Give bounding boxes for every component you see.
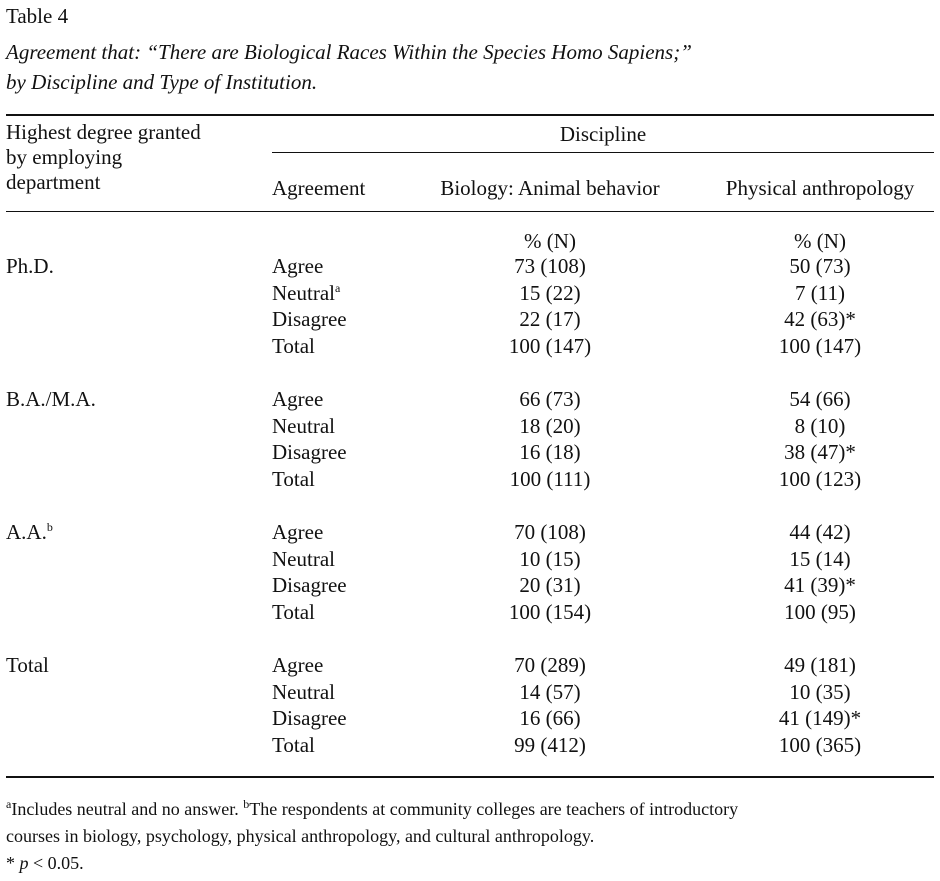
agreement-text: Disagree	[272, 573, 347, 598]
anthropology-value-cell: 44 (42)	[789, 520, 851, 544]
footnotes	[6, 796, 738, 877]
anthropology-value-cell: 15 (14)	[789, 546, 851, 571]
anthropology-value-cell: 100 (147)	[778, 333, 862, 358]
significance-note	[6, 850, 738, 877]
anthropology-value-cell: 41 (39)*	[784, 573, 856, 598]
biology-value-cell: 16 (66)	[519, 706, 581, 731]
anthropology-value-cell: 41 (149)*	[778, 706, 862, 731]
biology-value-cell: 100 (111)	[509, 466, 591, 491]
biology-value-cell: 20 (31)	[519, 573, 581, 598]
agreement-cell	[272, 334, 315, 359]
agreement-text: Neutral	[272, 546, 335, 571]
anthropology-value-cell: 42 (63)*	[784, 307, 856, 332]
agreement-cell	[272, 680, 335, 705]
footnote-a-text: Includes neutral and no answer.	[11, 799, 239, 819]
agreement-text: Agree	[272, 653, 324, 677]
biology-value-cell: 99 (412)	[514, 732, 586, 757]
top-rule	[6, 114, 934, 116]
anthropology-value-cell: 100 (123)	[778, 466, 862, 491]
biology-value-cell: 18 (20)	[519, 413, 581, 438]
header-rule	[6, 211, 934, 212]
anthropology-value-cell: 10 (35)	[789, 679, 851, 704]
agreement-text: Disagree	[272, 307, 347, 332]
group-label	[6, 254, 54, 279]
footnote-b-mark: b	[243, 797, 250, 811]
unit-label-anthropology: % (N)	[794, 229, 846, 253]
agreement-text: Agree	[272, 254, 324, 278]
anthropology-value-cell: 50 (73)	[789, 254, 851, 278]
agreement-cell	[272, 440, 347, 465]
anthropology-value-cell: 54 (66)	[789, 387, 851, 411]
discipline-spanner: Discipline	[559, 122, 647, 146]
stub-header-line-3: department	[6, 170, 101, 194]
group-label-text: Total	[6, 653, 49, 677]
stub-header-line-2: by employing	[6, 145, 123, 169]
biology-value-cell: 15 (22)	[519, 280, 581, 305]
anthropology-value-cell: 7 (11)	[795, 280, 845, 305]
biology-header: Biology: Animal behavior	[440, 176, 660, 200]
agreement-cell	[272, 706, 347, 731]
agreement-cell	[272, 414, 335, 439]
agreement-footnote-mark: a	[334, 280, 341, 295]
anthropology-value-cell: 100 (95)	[784, 599, 856, 624]
biology-value-cell: 10 (15)	[519, 546, 581, 571]
agreement-text: Total	[272, 732, 315, 757]
anthropology-value-cell: 49 (181)	[784, 653, 856, 677]
agreement-text: Agree	[272, 387, 324, 411]
agreement-cell	[272, 307, 347, 332]
spanner-rule	[272, 152, 934, 153]
footnote-b-text-line-2: courses in biology, psychology, physical anthropology, and cultural anthropology.	[6, 826, 595, 846]
significance-p: p	[19, 853, 29, 873]
biology-value-cell: 73 (108)	[514, 254, 586, 278]
stub-header-line-1: Highest degree granted	[6, 120, 201, 144]
group-label	[6, 653, 49, 678]
biology-value-cell: 66 (73)	[519, 387, 581, 411]
physical-anthropology-header: Physical anthropology	[725, 176, 915, 200]
agreement-cell	[272, 520, 323, 545]
anthropology-value-cell: 100 (365)	[778, 732, 862, 757]
agreement-cell	[272, 254, 323, 279]
agreement-text: Disagree	[272, 440, 347, 465]
agreement-text: Neutral	[272, 280, 335, 305]
footnote-b-text-line-1: The respondents at community colleges are teachers of introductory	[249, 799, 739, 819]
footnote-a-mark: a	[6, 797, 12, 811]
significance-threshold: < 0.05.	[28, 853, 84, 873]
agreement-text: Agree	[272, 520, 324, 544]
footnote-line-1	[6, 796, 738, 823]
group-label-text: Ph.D.	[6, 254, 54, 278]
agreement-text: Neutral	[272, 679, 335, 704]
unit-label-biology: % (N)	[524, 229, 576, 253]
anthropology-value-cell: 38 (47)*	[784, 440, 856, 465]
agreement-cell	[272, 653, 323, 678]
table-title-line-2: by Discipline and Type of Institution.	[6, 70, 318, 94]
agreement-text: Total	[272, 599, 315, 624]
stub-header	[6, 120, 201, 195]
agreement-cell	[272, 281, 340, 306]
anthropology-value-cell: 8 (10)	[794, 413, 846, 438]
biology-value-cell: 22 (17)	[519, 307, 581, 332]
biology-value-cell: 14 (57)	[519, 679, 581, 704]
agreement-text: Total	[272, 333, 315, 358]
agreement-cell	[272, 733, 315, 758]
table-title	[6, 37, 692, 97]
table-title-line-1: Agreement that: “There are Biological Races Within the Species Homo Sapiens;”	[6, 40, 692, 64]
group-label-footnote-mark: b	[46, 520, 53, 534]
group-label-text: A.A.	[6, 520, 47, 544]
group-label	[6, 520, 53, 545]
agreement-text: Disagree	[272, 706, 347, 731]
agreement-cell	[272, 547, 335, 572]
agreement-cell	[272, 387, 323, 412]
biology-value-cell: 100 (154)	[508, 599, 592, 624]
significance-star: *	[6, 853, 20, 873]
biology-value-cell: 70 (289)	[514, 653, 586, 677]
agreement-header: Agreement	[272, 176, 366, 200]
biology-value-cell: 16 (18)	[519, 440, 581, 465]
biology-value-cell: 70 (108)	[514, 520, 586, 544]
biology-value-cell: 100 (147)	[508, 333, 592, 358]
table-label: Table 4	[6, 4, 69, 28]
agreement-cell	[272, 600, 315, 625]
bottom-rule	[6, 776, 934, 778]
group-label	[6, 387, 96, 412]
agreement-text: Total	[272, 466, 315, 491]
agreement-text: Neutral	[272, 413, 335, 438]
agreement-cell	[272, 467, 315, 492]
group-label-text: B.A./M.A.	[6, 387, 96, 411]
agreement-cell	[272, 573, 347, 598]
